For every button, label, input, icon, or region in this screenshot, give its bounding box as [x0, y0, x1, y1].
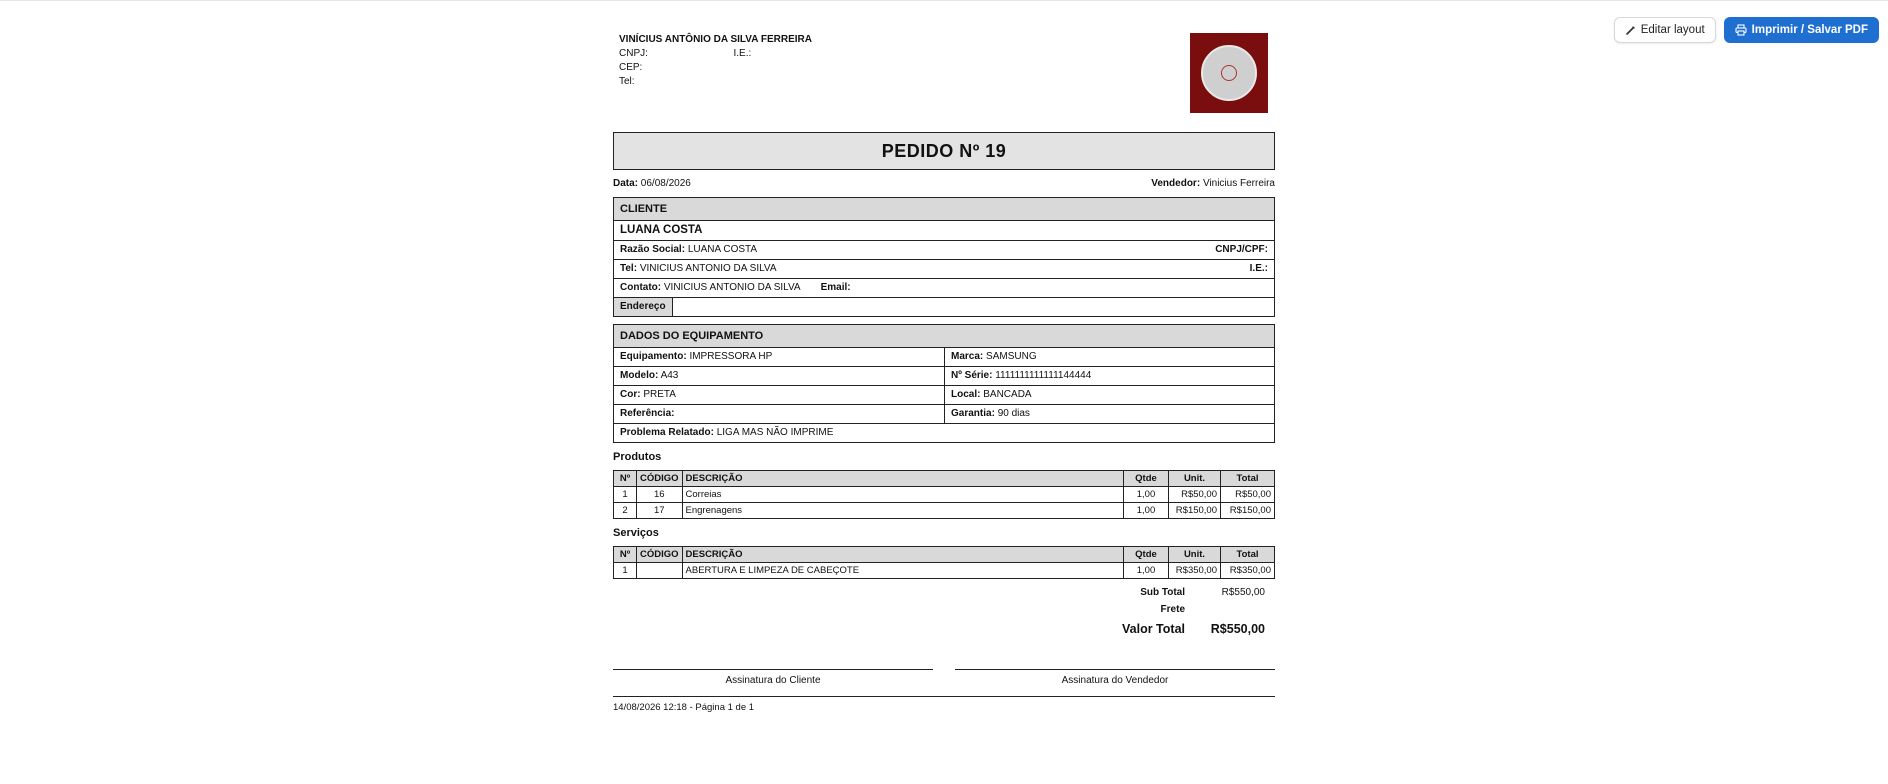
order-title: PEDIDO Nº 19 — [613, 132, 1275, 170]
edit-layout-button[interactable] — [1614, 17, 1716, 43]
marca-value: SAMSUNG — [986, 351, 1037, 362]
page-footer: 14/08/2026 12:18 - Página 1 de 1 — [613, 696, 1275, 713]
problema-label: Problema Relatado: — [620, 427, 714, 438]
equipment-header: DADOS DO EQUIPAMENTO — [614, 325, 1274, 348]
serie-label: Nº Série: — [951, 370, 993, 381]
equipment-section — [613, 324, 1275, 443]
cell-qtde: 1,00 — [1124, 563, 1169, 579]
company-header — [613, 28, 1275, 116]
print-pdf-button[interactable] — [1724, 17, 1879, 43]
client-header: CLIENTE — [614, 198, 1274, 221]
company-tel-label: Tel: — [619, 76, 635, 87]
col-unit: Unit. — [1169, 471, 1221, 487]
date-label: Data: — [613, 178, 639, 189]
local-value: BANCADA — [983, 389, 1032, 400]
table-row — [614, 563, 1275, 579]
problema-value: LIGA MAS NÃO IMPRIME — [716, 427, 834, 438]
services-title: Serviços — [613, 527, 659, 539]
order-meta — [613, 178, 1275, 192]
col-codigo: CÓDIGO — [637, 547, 683, 563]
client-tel-label: Tel: — [620, 263, 638, 274]
seller-name: Vinicius Ferreira — [1202, 178, 1275, 189]
order-document — [613, 28, 1275, 713]
col-qtde: Qtde — [1124, 547, 1169, 563]
cell-n: 1 — [614, 487, 637, 503]
table-row — [614, 503, 1275, 519]
cell-codigo: 17 — [637, 503, 683, 519]
frete-label: Frete — [1160, 604, 1185, 615]
cell-total: R$350,00 — [1221, 563, 1275, 579]
marca-label: Marca: — [951, 351, 984, 362]
email-label: Email: — [820, 282, 851, 293]
order-date: 06/08/2026 — [640, 178, 691, 189]
col-codigo: CÓDIGO — [637, 471, 683, 487]
total-label: Valor Total — [1122, 622, 1185, 636]
cell-total: R$50,00 — [1221, 487, 1275, 503]
garantia-label: Garantia: — [951, 408, 995, 419]
col-n: Nº — [614, 471, 637, 487]
contato-label: Contato: — [620, 282, 662, 293]
cell-qtde: 1,00 — [1124, 487, 1169, 503]
company-logo — [1190, 33, 1268, 113]
razao-label: Razão Social: — [620, 244, 686, 255]
cell-n: 2 — [614, 503, 637, 519]
cor-label: Cor: — [620, 389, 641, 400]
edit-layout-label: Editar layout — [1640, 24, 1705, 36]
top-border — [0, 0, 1888, 1]
totals-block — [613, 587, 1275, 641]
equip-label: Equipamento: — [620, 351, 687, 362]
cell-unit: R$150,00 — [1169, 503, 1221, 519]
col-qtde: Qtde — [1124, 471, 1169, 487]
signatures — [613, 669, 1275, 686]
cnpj-cpf-label: CNPJ/CPF: — [1215, 244, 1268, 255]
action-bar — [1614, 17, 1879, 43]
razao-value: LUANA COSTA — [687, 244, 758, 255]
services-table — [613, 546, 1275, 579]
client-tel-value: VINICIUS ANTONIO DA SILVA — [639, 263, 777, 274]
cell-codigo: 16 — [637, 487, 683, 503]
subtotal-label: Sub Total — [1140, 587, 1185, 598]
endereco-label: Endereço — [614, 298, 673, 316]
referencia-label: Referência: — [620, 408, 675, 419]
cell-n: 1 — [614, 563, 637, 579]
pencil-icon — [1625, 25, 1636, 36]
client-section — [613, 197, 1275, 317]
products-title: Produtos — [613, 451, 662, 463]
frete-value — [1185, 604, 1265, 615]
company-cep-label: CEP: — [619, 62, 643, 73]
print-pdf-label: Imprimir / Salvar PDF — [1751, 24, 1868, 36]
contato-value: VINICIUS ANTONIO DA SILVA — [663, 282, 801, 293]
cell-total: R$150,00 — [1221, 503, 1275, 519]
printer-icon — [1735, 24, 1747, 36]
total-value: R$550,00 — [1210, 622, 1265, 636]
company-name: VINÍCIUS ANTÔNIO DA SILVA FERREIRA — [619, 34, 812, 45]
cor-value: PRETA — [643, 389, 676, 400]
table-row — [614, 487, 1275, 503]
serie-value: 1111111111111144444 — [995, 370, 1092, 381]
col-descricao: DESCRIÇÃO — [682, 547, 1123, 563]
client-signature: Assinatura do Cliente — [613, 669, 933, 686]
col-total: Total — [1221, 471, 1275, 487]
modelo-label: Modelo: — [620, 370, 659, 381]
col-unit: Unit. — [1169, 547, 1221, 563]
subtotal-value: R$550,00 — [1221, 587, 1265, 598]
cell-unit: R$350,00 — [1169, 563, 1221, 579]
equip-value: IMPRESSORA HP — [689, 351, 773, 362]
col-descricao: DESCRIÇÃO — [682, 471, 1123, 487]
client-ie-label: I.E.: — [1249, 263, 1268, 274]
local-label: Local: — [951, 389, 981, 400]
company-cnpj-label: CNPJ: — [619, 48, 648, 59]
modelo-value: A43 — [660, 370, 679, 381]
client-name: LUANA COSTA — [614, 221, 1274, 241]
cell-unit: R$50,00 — [1169, 487, 1221, 503]
col-n: Nº — [614, 547, 637, 563]
garantia-value: 90 dias — [997, 408, 1030, 419]
col-total: Total — [1221, 547, 1275, 563]
seller-label: Vendedor: — [1151, 178, 1201, 189]
cell-descricao: Correias — [682, 487, 1123, 503]
cell-codigo — [637, 563, 683, 579]
products-table — [613, 470, 1275, 519]
cell-qtde: 1,00 — [1124, 503, 1169, 519]
cell-descricao: ABERTURA E LIMPEZA DE CABEÇOTE — [682, 563, 1123, 579]
cell-descricao: Engrenagens — [682, 503, 1123, 519]
company-ie-label: I.E.: — [733, 48, 752, 59]
seller-signature: Assinatura do Vendedor — [955, 669, 1275, 686]
